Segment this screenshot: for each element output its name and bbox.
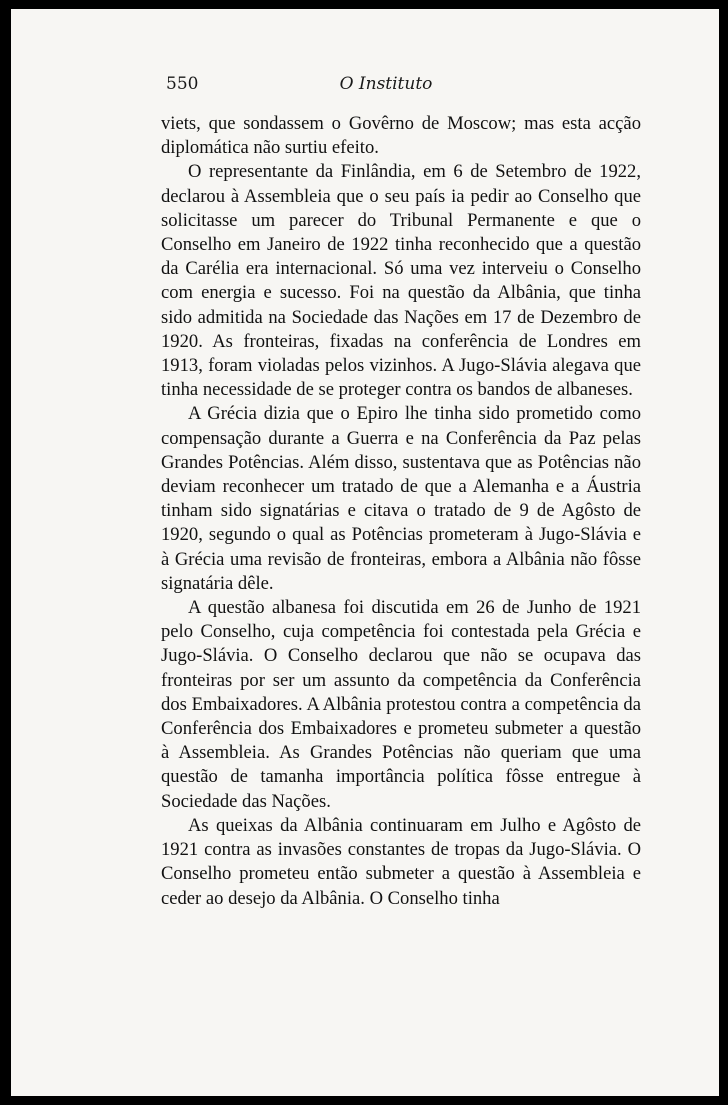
- body-text: [161, 112, 641, 911]
- book-page: [11, 9, 719, 1096]
- paragraph-continuation: viets, que sondassem o Govêrno de Moscow; mas esta acção diplomática não surtiu efeito.: [161, 113, 641, 159]
- page-header: [11, 74, 719, 98]
- running-title: O Instituto: [339, 74, 433, 94]
- page-number: 550: [166, 74, 199, 94]
- paragraph-greece: A Grécia dizia que o Epiro lhe tinha sido prometido como compensação durante a Guerra e na Conferência da Paz pelas Grandes Potências. Além disso, sustentava que as Potências não deviam reconhecer um tratado de que a Alemanha e a Áustria tinham sido signatárias e citava o tratado de 9 de Agôsto de 1920, segundo o qual as Potências prometeram à Jugo-Slávia e à Grécia uma revisão de fronteiras, embora a Albânia não fôsse signatária dêle.: [161, 403, 641, 594]
- paragraph-albanian-question: A questão albanesa foi discutida em 26 de Junho de 1921 pelo Conselho, cuja competência foi contestada pela Grécia e Jugo-Slávia. O Conselho declarou que não se ocupava das fronteiras por ser um assunto da competência da Conferência dos Embaixadores. A Albânia protestou contra a competência da Conferência dos Embaixadores e prometeu submeter a questão à Assembleia. As Grandes Potências não queriam que uma questão de tamanha importância política fôsse entregue à Sociedade das Nações.: [161, 597, 641, 812]
- paragraph-finland: O representante da Finlândia, em 6 de Setembro de 1922, declarou à Assembleia que o seu país ia pedir ao Conselho que solicitasse um parecer do Tribunal Permanente e que o Conselho em Janeiro de 1922 tinha reconhecido que a questão da Carélia era internacional. Só uma vez interveiu o Conselho com energia e sucesso. Foi na questão da Albânia, que tinha sido admitida na Sociedade das Nações em 17 de Dezembro de 1920. As fronteiras, fixadas na conferência de Londres em 1913, foram violadas pelos vizinhos. A Jugo-Slávia alegava que tinha necessidade de se proteger contra os bandos de albaneses.: [161, 161, 641, 401]
- paragraph-albanian-complaints: As queixas da Albânia continuaram em Julho e Agôsto de 1921 contra as invasões constantes de tropas da Jugo-Slávia. O Conselho prometeu então submeter a questão à Assembleia e ceder ao desejo da Albânia. O Conselho tinha: [161, 814, 641, 909]
